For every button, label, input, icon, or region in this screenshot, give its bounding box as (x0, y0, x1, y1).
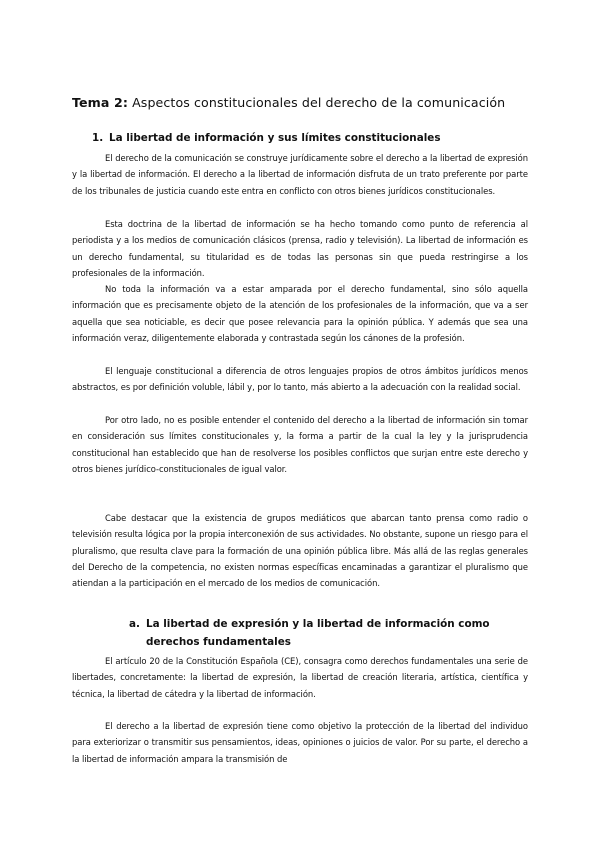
paragraph-2: Esta doctrina de la libertad de información se ha hecho tomando como punto de referencia al periodista y a los medios de comunicación clásicos (prensa, radio y televisión). La libertad de información es un derecho fundamental, su titularidad es de todas las personas sin que pueda restringirse a los profesionales de la información. (72, 219, 528, 278)
paragraph-5: Por otro lado, no es posible entender el contenido del derecho a la libertad de información sin tomar en consideración sus límites constitucionales y, la forma a partir de la cual la ley y la jurisprudencia constitucional han establecido que han de resolverse los posibles conflictos que surjan entre este derecho y otros bienes jurídico-constitucionales de igual valor. (72, 415, 528, 474)
section-1-heading (92, 132, 441, 144)
section-a-heading (129, 616, 529, 651)
section-1-heading-text: La libertad de información y sus límites constitucionales (109, 132, 441, 144)
title-prefix: Tema 2: (72, 95, 128, 110)
paragraph-1: El derecho de la comunicación se construye jurídicamente sobre el derecho a la libertad de expresión y la libertad de información. El derecho a la libertad de información disfruta de un trato preferente por parte de los tribunales de justicia cuando este entra en conflicto con otros bienes jurídicos constitucionales. (72, 153, 528, 196)
section-1-number: 1. (92, 132, 104, 144)
paragraph-4: El lenguaje constitucional a diferencia de otros lenguajes propios de otros ámbitos jurídicos menos abstractos, es por definición voluble, lábil y, por lo tanto, más abierto a la adecuación con la realidad social. (72, 366, 528, 393)
paragraph-7: El artículo 20 de la Constitución Española (CE), consagra como derechos fundamentales una serie de libertades, concretamente: la libertad de expresión, la libertad de creación literaria, artística, científica y técnica, la libertad de cátedra y la libertad de información. (72, 656, 528, 699)
document-title (72, 95, 505, 110)
paragraph-3: No toda la información va a estar amparada por el derecho fundamental, sino sólo aquella información que es precisamente objeto de la atención de los profesionales de la información, que va a ser aquella que sea noticiable, es decir que posee relevancia para la opinión pública. Y además que sea una información veraz, diligentemente elaborada y contrastada según los cánones de la profesión. (72, 284, 528, 343)
section-a-heading-text: La libertad de expresión y la libertad de información como derechos fundamentales (146, 618, 490, 648)
title-text: Aspectos constitucionales del derecho de la comunicación (132, 95, 506, 110)
section-a-number: a. (129, 618, 140, 630)
paragraph-8: El derecho a la libertad de expresión tiene como objetivo la protección de la libertad del individuo para exteriorizar o transmitir sus pensamientos, ideas, opiniones o juicios de valor. Por su parte, el derecho a la libertad de información ampara la transmisión de (72, 721, 528, 764)
paragraph-6: Cabe destacar que la existencia de grupos mediáticos que abarcan tanto prensa como radio o televisión resulta lógica por la propia interconexión de sus actividades. No obstante, supone un riesgo para el pluralismo, que resulta clave para la formación de una opinión pública libre. Más allá de las reglas generales del Derecho de la competencia, no existen normas específicas encaminadas a garantizar el pluralismo que atiendan a la participación en el mercado de los medios de comunicación. (72, 513, 528, 589)
